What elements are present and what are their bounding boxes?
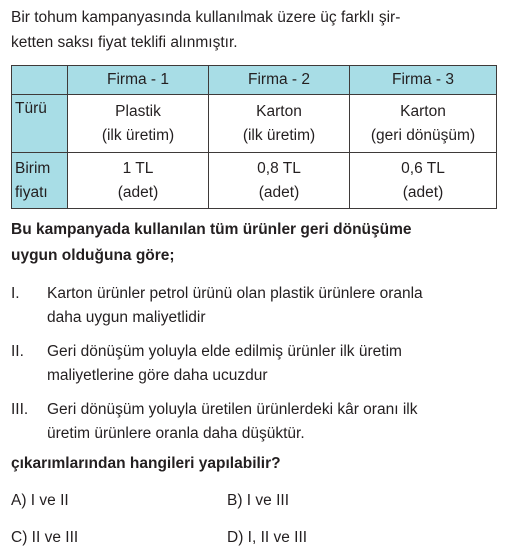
table-cell: [209, 95, 350, 153]
intro-line-2: ketten saksı fiyat teklifi alınmıştır.: [11, 34, 238, 51]
option-b[interactable]: B) I ve III: [227, 492, 290, 509]
cell-line: (ilk üretim): [242, 126, 316, 144]
intro-paragraph: [11, 5, 498, 55]
cell-line: (adet): [402, 183, 444, 201]
table-header-firma-3: Firma - 3: [350, 66, 497, 95]
table-cell: [68, 95, 209, 153]
row-label-line: Birim: [15, 159, 51, 177]
cell-line: (adet): [117, 183, 159, 201]
cell-line: Karton: [256, 102, 302, 120]
question-stem: [11, 217, 498, 269]
statement-line: daha uygun maliyetlidir: [47, 309, 206, 326]
cell-line: (ilk üretim): [101, 126, 175, 144]
statement-line: Geri dönüşüm yoluyla elde edilmiş ürünler ilk üretim: [47, 343, 402, 360]
table-cell: [68, 153, 209, 209]
table-header-row: [12, 66, 497, 95]
statement-item-1: [11, 282, 498, 330]
statement-list: [11, 282, 498, 456]
table-cell: [209, 153, 350, 209]
cell-line: 1 TL: [122, 159, 154, 177]
cell-line: 0,6 TL: [401, 159, 445, 177]
cell-line: (adet): [258, 183, 300, 201]
option-c[interactable]: C) II ve III: [11, 529, 79, 546]
statement-line: maliyetlerine göre daha ucuzdur: [47, 367, 268, 384]
cell-line: (geri dönüşüm): [370, 126, 476, 144]
row-label-birim-fiyati: [12, 153, 68, 209]
price-offer-table: [11, 65, 497, 209]
statement-number: II.: [11, 343, 24, 360]
statement-item-3: [11, 398, 498, 446]
table-row-birim-fiyati: [12, 153, 497, 209]
table-header-firma-1: Firma - 1: [68, 66, 209, 95]
statement-line: Geri dönüşüm yoluyla üretilen ürünlerdeki kâr oranı ilk: [47, 401, 418, 418]
table-corner-cell: [12, 66, 68, 95]
statement-line: Karton ürünler petrol ürünü olan plastik ürünlere oranla: [47, 285, 423, 302]
statement-number: I.: [11, 285, 20, 302]
question-line-2: uygun olduğuna göre;: [11, 247, 175, 264]
intro-line-1: Bir tohum kampanyasında kullanılmak üzere üç farklı şir-: [11, 9, 401, 26]
cell-line: Karton: [400, 102, 446, 120]
cell-line: 0,8 TL: [257, 159, 301, 177]
option-d[interactable]: D) I, II ve III: [227, 529, 308, 546]
statement-item-2: [11, 340, 498, 388]
cell-line: Plastik: [115, 102, 161, 120]
question-prompt: çıkarımlarından hangileri yapılabilir?: [11, 455, 281, 472]
row-label-line: fiyatı: [15, 183, 48, 201]
table-cell: [350, 95, 497, 153]
table-header-firma-2: Firma - 2: [209, 66, 350, 95]
row-label-turu: Türü: [12, 95, 68, 153]
table-cell: [350, 153, 497, 209]
question-line-1: Bu kampanyada kullanılan tüm ürünler geri dönüşüme: [11, 221, 412, 238]
option-a[interactable]: A) I ve II: [11, 492, 69, 509]
statement-line: üretim ürünlere oranla daha düşüktür.: [47, 425, 305, 442]
table-row-turu: [12, 95, 497, 153]
statement-number: III.: [11, 401, 29, 418]
